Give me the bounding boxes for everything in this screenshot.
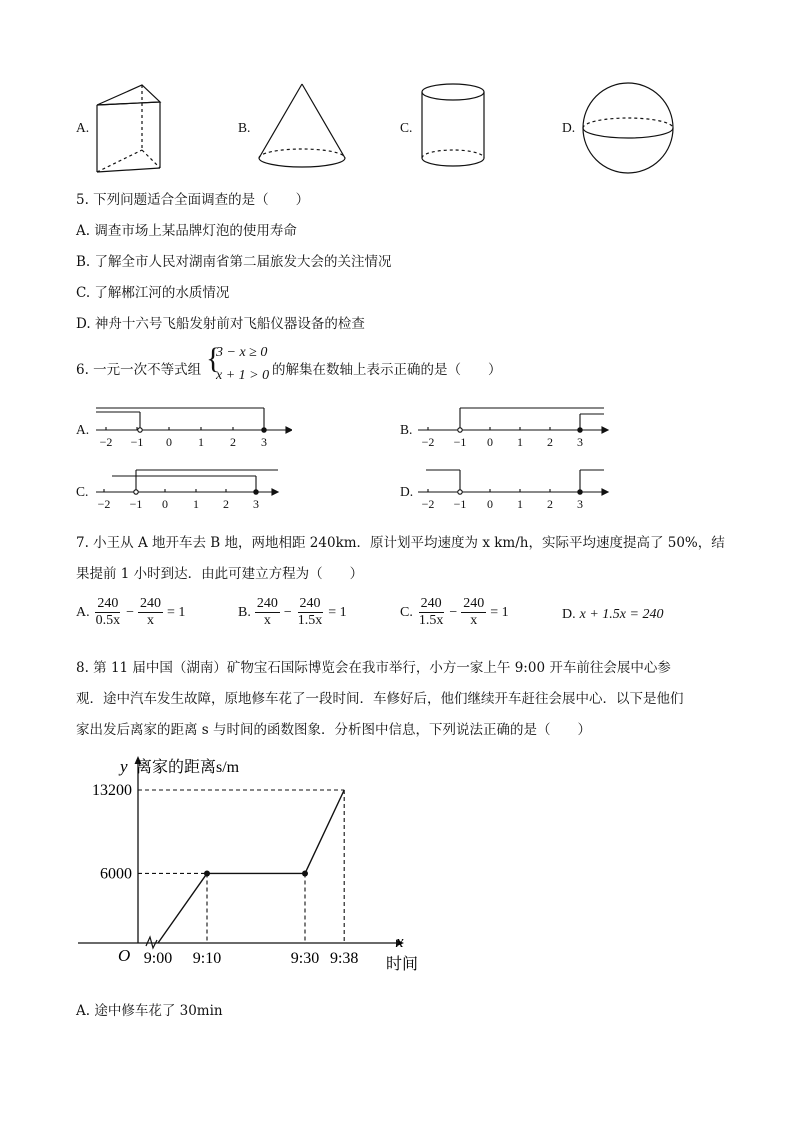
x-tick-label: 9:38 bbox=[329, 950, 359, 967]
q7-option-d: D. x + 1.5x = 240 bbox=[562, 607, 664, 622]
origin-label: O bbox=[118, 946, 131, 965]
q6-label-d: D. bbox=[400, 484, 414, 499]
q7-line-1: 7. 小王从 A 地开车去 B 地，两地相距 240km．原计划平均速度为 x km/h，实际平均速度提高了 50%，结 bbox=[76, 535, 725, 551]
series-segment bbox=[305, 790, 344, 873]
x-tick-label: 9:30 bbox=[290, 950, 320, 967]
x-axis-label: 时间 bbox=[386, 956, 419, 973]
svg-text:1: 1 bbox=[517, 497, 523, 511]
q4-option-b-label: B. bbox=[238, 120, 251, 135]
svg-text:2: 2 bbox=[547, 435, 553, 449]
q8-line-2: 观．途中汽车发生故障，原地修车花了一段时间．车修好后，他们继续开车赶往会展中心．以下是他们 bbox=[76, 691, 684, 707]
y-axis-label: 离家的距离s/m bbox=[136, 759, 240, 776]
number-line-d bbox=[414, 462, 610, 512]
q6-suffix: 的解集在数轴上表示正确的是（ ） bbox=[272, 362, 502, 378]
y-tick-label: 13200 bbox=[92, 782, 132, 799]
q6-inequality-1: 3 − x ≥ 0 bbox=[216, 345, 268, 360]
q6-label-a: A. bbox=[76, 422, 90, 437]
svg-text:−2: −2 bbox=[421, 497, 435, 511]
svg-text:−1: −1 bbox=[453, 435, 467, 449]
svg-text:0: 0 bbox=[487, 435, 493, 449]
svg-text:−2: −2 bbox=[97, 497, 111, 511]
number-line-a bbox=[92, 400, 292, 450]
q7-option-a: A. $\frac{240}{0.5x}$ − $\frac{240}{x}$ = 1 bbox=[76, 596, 186, 629]
svg-text:−2: −2 bbox=[421, 435, 435, 449]
q6-inequality-2: x + 1 > 0 bbox=[216, 368, 270, 383]
svg-text:1: 1 bbox=[517, 435, 523, 449]
svg-text:3: 3 bbox=[253, 497, 259, 511]
cylinder-figure bbox=[414, 80, 492, 172]
svg-text:1: 1 bbox=[193, 497, 199, 511]
svg-text:−2: −2 bbox=[99, 435, 113, 449]
q5-option-d: D. 神舟十六号飞船发射前对飞船仪器设备的检查 bbox=[76, 316, 365, 332]
q5-stem: 5. 下列问题适合全面调查的是（ ） bbox=[76, 192, 310, 208]
svg-text:0: 0 bbox=[162, 497, 168, 511]
sphere-figure bbox=[578, 80, 678, 176]
data-point bbox=[302, 870, 308, 876]
q6-label-c: C. bbox=[76, 484, 89, 499]
x-tick-label: 9:00 bbox=[143, 950, 173, 967]
q7-line-2: 果提前 1 小时到达．由此可建立方程为（ ） bbox=[76, 566, 364, 582]
q7-option-b: B. $\frac{240}{x}$ − $\frac{240}{1.5x}$ = 1 bbox=[238, 596, 347, 629]
q8-line-3: 家出发后离家的距离 s 与时间的函数图象．分析图中信息，下列说法正确的是（ ） bbox=[76, 722, 592, 738]
q5-option-c: C. 了解郴江河的水质情况 bbox=[76, 285, 230, 301]
svg-text:0: 0 bbox=[487, 497, 493, 511]
svg-text:3: 3 bbox=[577, 497, 583, 511]
q4-option-c-label: C. bbox=[400, 120, 413, 135]
q5-option-a: A. 调查市场上某品牌灯泡的使用寿命 bbox=[76, 223, 297, 239]
data-point bbox=[204, 870, 210, 876]
number-line-c bbox=[92, 462, 288, 512]
distance-time-chart bbox=[66, 748, 446, 988]
svg-text:3: 3 bbox=[577, 435, 583, 449]
q8-option-a: A. 途中修车花了 30min bbox=[76, 1003, 223, 1019]
svg-text:−1: −1 bbox=[453, 497, 467, 511]
svg-text:2: 2 bbox=[547, 497, 553, 511]
q6-brace: { bbox=[206, 342, 221, 375]
x-tick-label: 9:10 bbox=[192, 950, 222, 967]
series-segment bbox=[158, 873, 207, 943]
q6-label-b: B. bbox=[400, 422, 413, 437]
q4-option-a-label: A. bbox=[76, 120, 90, 135]
svg-text:−1: −1 bbox=[130, 435, 144, 449]
svg-text:1: 1 bbox=[198, 435, 204, 449]
number-line-b bbox=[414, 400, 610, 450]
svg-text:2: 2 bbox=[223, 497, 229, 511]
svg-text:3: 3 bbox=[261, 435, 267, 449]
cone-figure bbox=[254, 80, 350, 172]
q5-option-b: B. 了解全市人民对湖南省第二届旅发大会的关注情况 bbox=[76, 254, 392, 270]
q4-option-d-label: D. bbox=[562, 120, 576, 135]
svg-text:2: 2 bbox=[230, 435, 236, 449]
y-tick-label: 6000 bbox=[100, 865, 132, 883]
q8-line-1: 8. 第 11 届中国（湖南）矿物宝石国际博览会在我市举行，小方一家上午 9:00 开车前往会展中心参 bbox=[76, 660, 671, 676]
q7-option-c: C. $\frac{240}{1.5x}$ − $\frac{240}{x}$ = 1 bbox=[400, 596, 509, 629]
triangular-prism-figure bbox=[92, 80, 172, 176]
svg-text:−1: −1 bbox=[129, 497, 143, 511]
svg-text:0: 0 bbox=[166, 435, 172, 449]
axis-break-mark bbox=[146, 937, 157, 948]
x-axis-variable: x bbox=[396, 932, 404, 951]
q6-prefix: 6. 一元一次不等式组 bbox=[76, 362, 202, 378]
y-axis-variable: y bbox=[120, 757, 128, 776]
